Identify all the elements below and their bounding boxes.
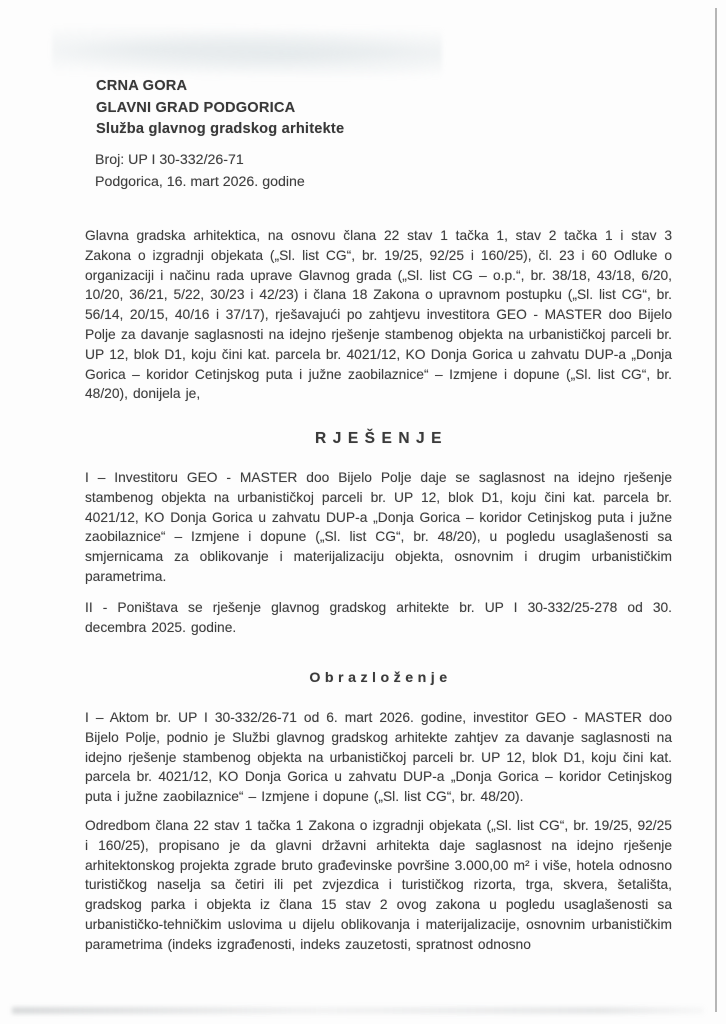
- letterhead-city: GLAVNI GRAD PODGORICA: [96, 99, 296, 116]
- scan-watermark-artifact: [52, 26, 442, 78]
- reference-block: [95, 150, 305, 193]
- reference-place-date: Podgorica, 16. mart 2026. godine: [95, 173, 305, 190]
- decision-item-2: II - Poništava se rješenje glavnog gradskog arhitekte br. UP I 30-332/25-278 od 30. decembra 2025. godine.: [85, 600, 672, 635]
- intro-paragraph: Glavna gradska arhitektica, na osnovu člana 22 stav 1 tačka 1, stav 2 tačka 1 i stav 3 Zakona o izgradnji objekata („Sl. list CG“, br. 19/25, 92/25 i 160/25), čl. 23 i 60 Odluke o organizaciji i načinu rada uprave Glavnog grada („Sl. list CG – o.p.“, br. 38/18, 43/18, 6/20, 10/20, 36/21, 5/22, 30/23 i 42/23) i člana 18 Zakona o upravnom postupku („Sl. list CG“, br. 56/14, 20/15, 40/16 i 37/17), rješavajući po zahtjevu investitora GEO - MASTER doo Bijelo Polje za davanje saglasnosti na idejno rješenje stambenog objekta na urbanističkoj parceli br. UP 12, blok D1, koju čini kat. parcela br. 4021/12, KO Donja Gorica u zahvatu DUP-a „Donja Gorica – koridor Cetinjskog puta i južne zaobilaznice“ – Izmjene i dopune („Sl. list CG“, br. 48/20), donijela je,: [85, 228, 672, 402]
- scan-edge-line: [715, 8, 717, 1012]
- explanation-paragraph-1: I – Aktom br. UP I 30-332/26-71 od 6. mart 2026. godine, investitor GEO - MASTER doo Bijelo Polje, podnio je Službi glavnog gradskog arhitekte zahtjev za davanje saglasnosti na idejno rješenje stambenog objekta na urbanističkoj parceli br. UP 12, blok D1, koju čini kat. parcela br. 4021/12, KO Donja Gorica u zahvatu DUP-a „Donja Gorica – koridor Cetinjskog puta i južne zaobilaznice“ – Izmjene i dopune („Sl. list CG“, br. 48/20).: [85, 710, 672, 805]
- explanation-paragraph-2: Odredbom člana 22 stav 1 tačka 1 Zakona o izgradnji objekata („Sl. list CG“, br. 19/25, 92/25 i 160/25), propisano je da glavni državni arhitekta daje saglasnost na idejno rješenje arhitektonskog projekta zgrade bruto građevinske površine 3.000,00 m² i više, hotela odnosno turističkog naselja sa četiri ili pet zvjezdica i turističkog rizorta, trga, skvera, šetališta, gradskog parka i objekta iz člana 15 stav 2 ovog zakona u pogledu usaglašenosti sa urbanističko-tehničkim uslovima u dijelu oblikovanja i materijalizacije, osnovnim urbanističkim parametrima (indeks izgrađenosti, indeks zauzetosti, spratnost odnosno: [85, 818, 672, 952]
- letterhead-country: CRNA GORA: [96, 78, 188, 94]
- decision-item-1: I – Investitoru GEO - MASTER doo Bijelo Polje daje se saglasnost na idejno rješenje stambenog objekta na urbanističkoj parceli br. UP 12, blok D1, koju čini kat. parcela br. 4021/12, KO Donja Gorica u zahvatu DUP-a „Donja Gorica – koridor Cetinjskog puta i južne zaobilaznice“ – Izmjene i dopune („Sl. list CG“, br. 48/20), u pogledu usaglašenosti sa smjernicama za oblikovanje i materijalizaciju objekta, osnovnim i drugim urbanističkim parametrima.: [85, 470, 672, 584]
- letterhead: [96, 76, 344, 141]
- reference-number: Broj: UP I 30-332/26-71: [95, 152, 244, 168]
- letterhead-office: Služba glavnog gradskog arhitekte: [96, 121, 345, 137]
- scan-bottom-shadow: [12, 1007, 704, 1014]
- decision-title: RJEŠENJE: [315, 430, 448, 447]
- explanation-title: Obrazloženje: [309, 670, 452, 686]
